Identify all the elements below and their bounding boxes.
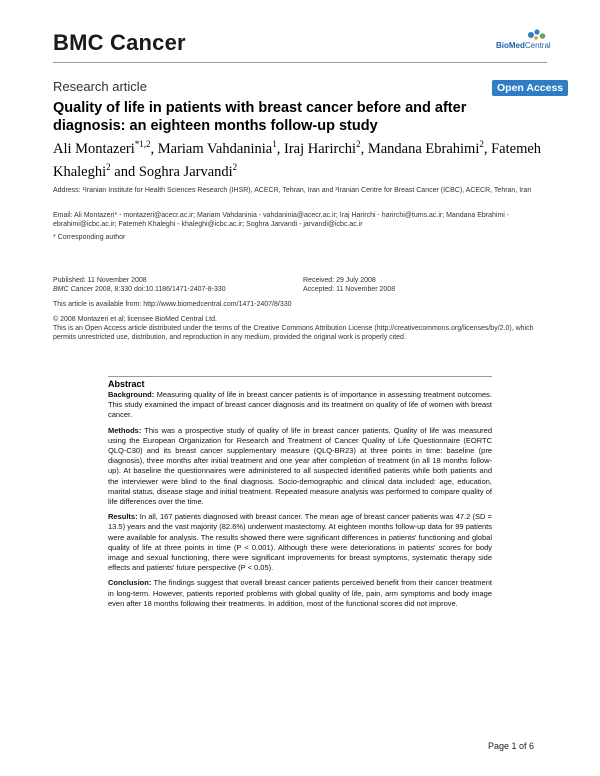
- copyright-line: © 2008 Montazeri et al; licensee BioMed Central Ltd.: [53, 316, 217, 323]
- author-name: Ali Montazeri: [53, 140, 135, 157]
- author-emails: Email: Ali Montazeri* - montazeri@acecr.ac.ir; Mariam Vahdaninia - vahdaninia@acecr.ac.ir; Iraj Harirchi - harirchi@tums.ac.ir; Mandana Ebrahimi - ebrahimi@icbc.ac.ir; Fatemeh Khaleghi - khaleghi@icbc.ac.ir; Soghra Jarvandi - jarvandi@icbc.ac.ir: [53, 212, 510, 229]
- author-separator: ,: [360, 140, 368, 157]
- author-name: Iraj Harirchi: [284, 140, 357, 157]
- author-name: Fatemeh Khaleghi: [53, 140, 542, 180]
- author-separator: ,: [483, 140, 492, 157]
- abstract-heading: Abstract: [108, 379, 145, 389]
- author-address: Address: ¹Iranian Institute for Health Sciences Research (IHSR), ACECR, Tehran, Iran and ²Iranian Centre for Breast Cancer (ICBC), ACECR, Tehran, Iran: [53, 187, 532, 194]
- abstract-methods: Methods: This was a prospective study of quality of life in breast cancer patients. Quality of life was measured using the European Organization for Research and Treatment of Cancer Quality of Life Questionnaire (EORTC QLQ-C30) and its breast cancer supplementary measure (QLQ-BR23) at three points in time: baseline (pre diagnosis), three months after initial treatment and one year after completion of treatment (in all 18 months follow-up). At baseline the questionnaires were administered to all suspected identified patients while both patients and the interviewer were blind to the final diagnosis. Socio-demographic and clinical data included: age, education, marital status, disease stage and initial treatment. Repeated measure analysis was performed to compare quality of life differences over the time.: [108, 425, 492, 507]
- abstract-box: [108, 376, 492, 614]
- abstract-results: Results: In all, 167 patients diagnosed with breast cancer. The mean age of breast cancer patients was 47.2 (SD = 13.5) years and the vast majority (82.6%) underwent mastectomy. At eighteen months follow-up data for 99 patients were available for analysis. The results showed there were significant differences in patients' functioning and global quality of life at three points in time (P < 0.001). Although there were deteriorations in patients' scores for body image and sexual functioning, there were significant improvements for breast symptoms, systematic therapy side effects and patients' future perspective (P < 0.05).: [108, 512, 492, 573]
- citation: [53, 285, 293, 294]
- availability-link[interactable]: This article is available from: http://www.biomedcentral.com/1471-2407/8/330: [53, 301, 292, 308]
- author-separator: ,: [150, 140, 158, 157]
- citation-details: 2008, 8:330 doi:10.1186/1471-2407-8-330: [93, 286, 226, 294]
- title-line: diagnosis: an eighteen months follow-up study: [53, 118, 378, 134]
- published-date: Published: 11 November 2008: [53, 277, 147, 284]
- abstract-conclusion: Conclusion: The findings suggest that overall breast cancer patients perceived benefit from their cancer treatment in long-term. However, patients reported problems with global quality of life, pain, arm symptoms and body image even after 18 months following their treatments. In addition, most of the functional scores did not improve.: [108, 578, 492, 608]
- article-title: [53, 99, 553, 135]
- author-list: [53, 135, 553, 181]
- open-access-badge: Open Access: [492, 80, 568, 96]
- citation-journal: BMC Cancer: [53, 286, 94, 294]
- accepted-date: Accepted: 11 November 2008: [303, 286, 396, 294]
- author-separator: ,: [276, 140, 284, 157]
- article-type: Research article: [53, 79, 147, 94]
- author-affiliation: 1: [272, 139, 277, 149]
- received-date: Received: 29 July 2008: [303, 277, 376, 284]
- license-text: This is an Open Access article distributed under the terms of the Creative Commons Attribution License (http://creativecommons.org/licenses/by/2.0), which permits unrestricted use, distribution, and reproduction in any medium, provided the original work is properly cited.: [53, 325, 534, 342]
- abstract-background: Background: Measuring quality of life in breast cancer patients is of importance in assessing treatment outcomes. This study examined the impact of breast cancer diagnosis and its treatment on quality of life of women with breast cancer.: [108, 390, 492, 420]
- author-affiliation: 2: [106, 161, 111, 172]
- received-accepted: [303, 276, 543, 294]
- license-block: [53, 315, 548, 343]
- corresponding-author-note: * Corresponding author: [53, 234, 126, 241]
- page-number: Page 1 of 6: [488, 741, 535, 751]
- journal-name: BMC Cancer: [53, 30, 186, 55]
- header-rule: [53, 62, 547, 63]
- title-line: Quality of life in patients with breast cancer before and after: [53, 100, 467, 116]
- logo-dots-icon: [524, 27, 548, 41]
- author-name: Mariam Vahdaninia: [157, 140, 273, 157]
- author-affiliation: 2: [356, 139, 361, 149]
- publisher-wordmark: BioMedCentral: [496, 41, 551, 50]
- author-name: Mandana Ebrahimi: [367, 140, 480, 157]
- author-affiliation: *1,2: [134, 139, 151, 149]
- author-name: Soghra Jarvandi: [138, 163, 233, 180]
- biomed-central-logo: [496, 27, 556, 53]
- publication-info: [53, 276, 293, 294]
- author-separator: and: [110, 163, 139, 180]
- author-affiliation: 2: [479, 139, 484, 149]
- author-affiliation: 2: [232, 161, 238, 172]
